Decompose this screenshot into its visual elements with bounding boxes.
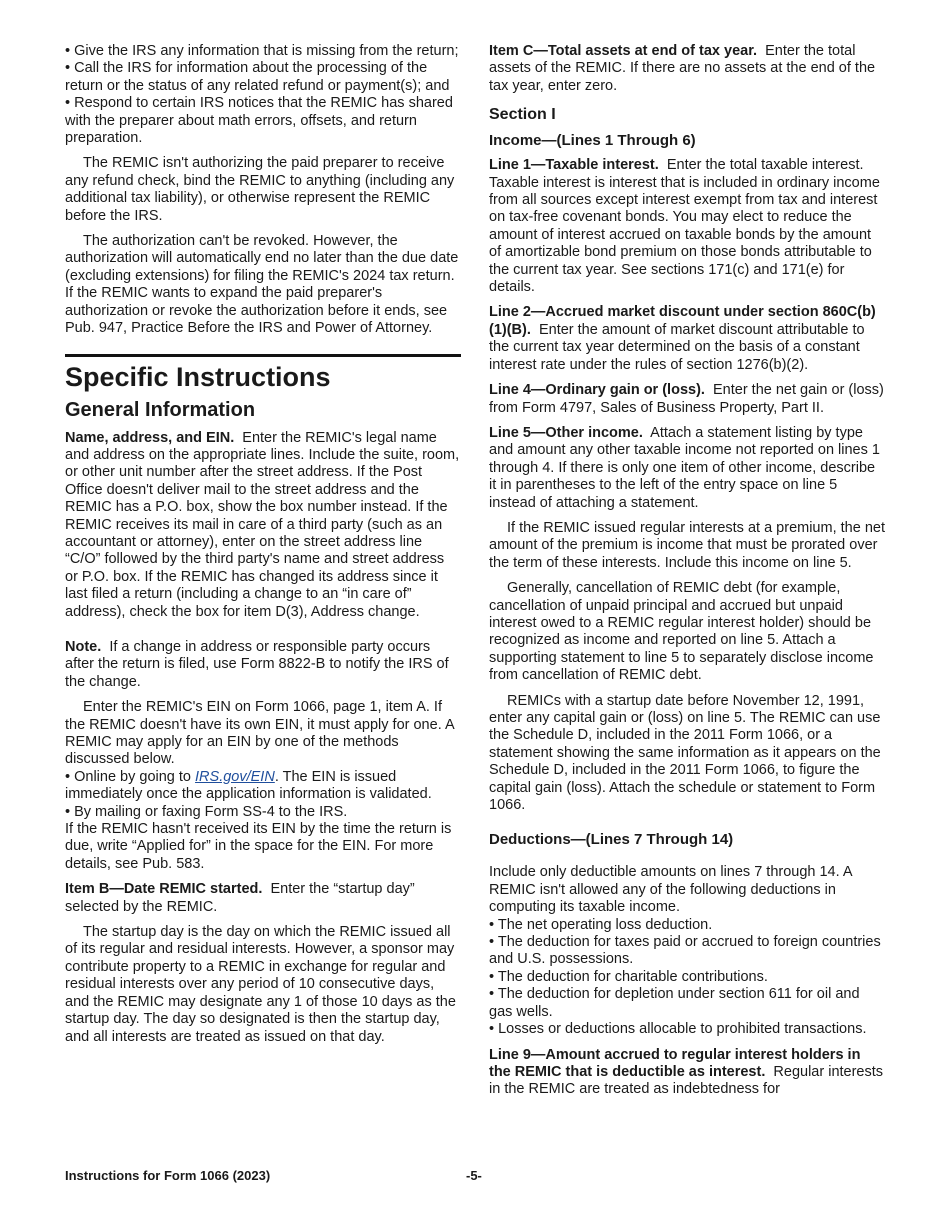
paragraph-item-b bbox=[65, 881, 461, 916]
text-item-c: Enter the total assets of the REMIC. If there are no assets at the end of the tax year, enter zero. bbox=[489, 43, 876, 94]
paragraph-cancellation: Generally, cancellation of REMIC debt (for example, cancellation of unpaid principal and accrued but unpaid interest owed to a REMIC regular interest holder) should be recognized as income and reported on line 5. Attach a supporting statement to line 5 to separately disclose income from cancellation of REMIC debt. bbox=[489, 580, 874, 684]
paragraph-cant-be-revoked: The authorization can't be revoked. However, the authorization will automatically end no later than the due date (excluding extensions) for filing the REMIC's 2024 tax return. If the REMIC wants to expand the paid preparer's authorization or revoke the authorization before it ends, see Pub. 947, Practice Before the IRS and Power of Attorney. bbox=[65, 233, 459, 337]
left-column bbox=[65, 43, 461, 1054]
runin-line-1: Line 1—Taxable interest. bbox=[489, 157, 659, 174]
text-line-5: Attach a statement listing by type and amount any other taxable income not reported on lines 1 through 4. If there is only one item of other income, describe it in parentheses to the left of the entry space on line 5 instead of attaching a statement. bbox=[489, 424, 880, 511]
heading-section-i: Section I bbox=[489, 106, 556, 124]
bullet-respond-notices: • Respond to certain IRS notices that the REMIC has shared with the preparer about math errors, offsets, and return preparation. bbox=[65, 95, 453, 147]
paragraph-note bbox=[65, 639, 461, 691]
bullet-depletion: • The deduction for depletion under section 611 for oil and gas wells. bbox=[489, 986, 860, 1020]
text-line-9: Regular interests in the REMIC are treated as indebtedness for bbox=[489, 1063, 884, 1098]
bullet-nol: • The net operating loss deduction. bbox=[489, 916, 713, 933]
paragraph-startup-1991: REMICs with a startup date before November 12, 1991, enter any capital gain or (loss) on line 5. The REMIC can use the Schedule D, included in the 2011 Form 1066, or a statement showing the same information as it appears on the Schedule D, included in the 2011 Form 1066, to figure the capital gain (loss). Attach the schedule or statement to Form 1066. bbox=[489, 692, 881, 814]
runin-item-b: Item B—Date REMIC started. bbox=[65, 881, 263, 898]
bullet-foreign-taxes: • The deduction for taxes paid or accrued to foreign countries and U.S. possessions. bbox=[489, 934, 881, 968]
runin-item-c: Item C—Total assets at end of tax year. bbox=[489, 43, 758, 59]
bullet-ein-mail: • By mailing or faxing Form SS-4 to the IRS. bbox=[65, 803, 348, 820]
irs-ein-link[interactable]: IRS.gov/EIN bbox=[195, 768, 275, 785]
heading-income: Income—(Lines 1 Through 6) bbox=[489, 132, 696, 150]
paragraph-line-2 bbox=[489, 304, 885, 374]
section-divider bbox=[65, 354, 461, 357]
bullet-charitable: • The deduction for charitable contributions. bbox=[489, 968, 768, 985]
runin-line-4: Line 4—Ordinary gain or (loss). bbox=[489, 382, 705, 399]
right-column bbox=[489, 43, 885, 1107]
text-line-1: Enter the total taxable interest. Taxable interest is interest that is included in ordinary income from all sources except interest exempt from tax and interest on tax-free covenant bonds. You may elect to reduce the amount of interest accrued on taxable bonds by the amount of amortizable bond premium on those bonds attributable to the current tax year. See sections 171(c) and 171(e) for details. bbox=[489, 157, 880, 296]
paragraph-not-authorizing: The REMIC isn't authorizing the paid preparer to receive any refund check, bind the REMIC to anything (including any additional tax liability), or otherwise represent the REMIC before the IRS. bbox=[65, 155, 455, 224]
footer-form-label: Instructions for Form 1066 (2023) bbox=[65, 1168, 271, 1183]
paragraph-applied-for: If the REMIC hasn't received its EIN by the time the return is due, write “Applied for” in the space for the EIN. For more details, see Pub. 583. bbox=[65, 821, 452, 872]
runin-name-address-ein: Name, address, and EIN. bbox=[65, 429, 235, 446]
runin-note: Note. bbox=[65, 638, 102, 655]
paragraph-line-9 bbox=[489, 1047, 885, 1099]
heading-general-information: General Information bbox=[65, 398, 256, 421]
text-note: If a change in address or responsible party occurs after the return is filed, use Form 8822-B to notify the IRS of the change. bbox=[65, 638, 449, 690]
paragraph-line-4 bbox=[489, 382, 885, 417]
text-item-b: Enter the “startup day” selected by the REMIC. bbox=[65, 881, 415, 915]
heading-specific-instructions: Specific Instructions bbox=[65, 361, 331, 392]
text-line-2: Enter the amount of market discount attributable to the current tax year determined on the basis of a constant interest rate under the rules of section 1276(b)(2). bbox=[489, 321, 865, 373]
paragraph-line-5 bbox=[489, 425, 885, 512]
paragraph-deductions-intro: Include only deductible amounts on lines 7 through 14. A REMIC isn't allowed any of the following deductions in computing its taxable income. bbox=[489, 864, 852, 916]
bullet-prohibited: • Losses or deductions allocable to prohibited transactions. bbox=[489, 1021, 867, 1038]
paragraph-premium: If the REMIC issued regular interests at a premium, the net amount of the premium is income that must be prorated over the term of these interests. Include this income on line 5. bbox=[489, 519, 885, 571]
runin-line-9: Line 9—Amount accrued to regular interest holders in the REMIC that is deductible as interest. bbox=[489, 1046, 861, 1080]
bullet-give-info: • Give the IRS any information that is missing from the return; bbox=[65, 43, 459, 59]
runin-line-2: Line 2—Accrued market discount under section 860C(b)(1)(B). bbox=[489, 304, 876, 338]
paragraph-item-c bbox=[489, 43, 885, 95]
bullet-call-irs: • Call the IRS for information about the processing of the return or the status of any related refund or payment(s); and bbox=[65, 60, 450, 94]
heading-deductions: Deductions—(Lines 7 Through 14) bbox=[489, 831, 734, 849]
text-name-address-ein: Enter the REMIC's legal name and address on the appropriate lines. Include the suite, room, or other unit number after the street address. If the Post Office doesn't deliver mail to the street address and the REMIC has a P.O. box, show the box number instead. If the REMIC receives its mail in care of a third party (such as an accountant or attorney), enter on the street address line “C/O” followed by the third party's name and street address or P.O. box. If the REMIC has changed its address since it last filed a return (including a change to an “in care of” address), check the box for item D(3), Address change. bbox=[65, 429, 460, 620]
paragraph-name-address-ein bbox=[65, 430, 461, 621]
bullet-ein-online: • Online by going to IRS.gov/EIN. The EIN is issued immediately once the application information is validated. bbox=[65, 768, 432, 803]
text-line-4: Enter the net gain or (loss) from Form 4797, Sales of Business Property, Part II. bbox=[489, 382, 884, 416]
paragraph-enter-ein: Enter the REMIC's EIN on Form 1066, page 1, item A. If the REMIC doesn't have its own EIN, it must apply for one. A REMIC may apply for an EIN by one of the methods discussed below. bbox=[65, 699, 454, 768]
runin-line-5: Line 5—Other income. bbox=[489, 424, 643, 441]
footer-page-number: -5- bbox=[466, 1168, 482, 1183]
paragraph-startup-day: The startup day is the day on which the REMIC issued all of its regular and residual interests. However, a sponsor may contribute property to a REMIC in exchange for regular and residual interests over any period of 10 consecutive days, and the REMIC may designate any 1 of those 10 days as the startup day. The day so designated is then the startup day, and all interests are treated as issued on that day. bbox=[65, 924, 456, 1045]
paragraph-line-1 bbox=[489, 157, 885, 296]
